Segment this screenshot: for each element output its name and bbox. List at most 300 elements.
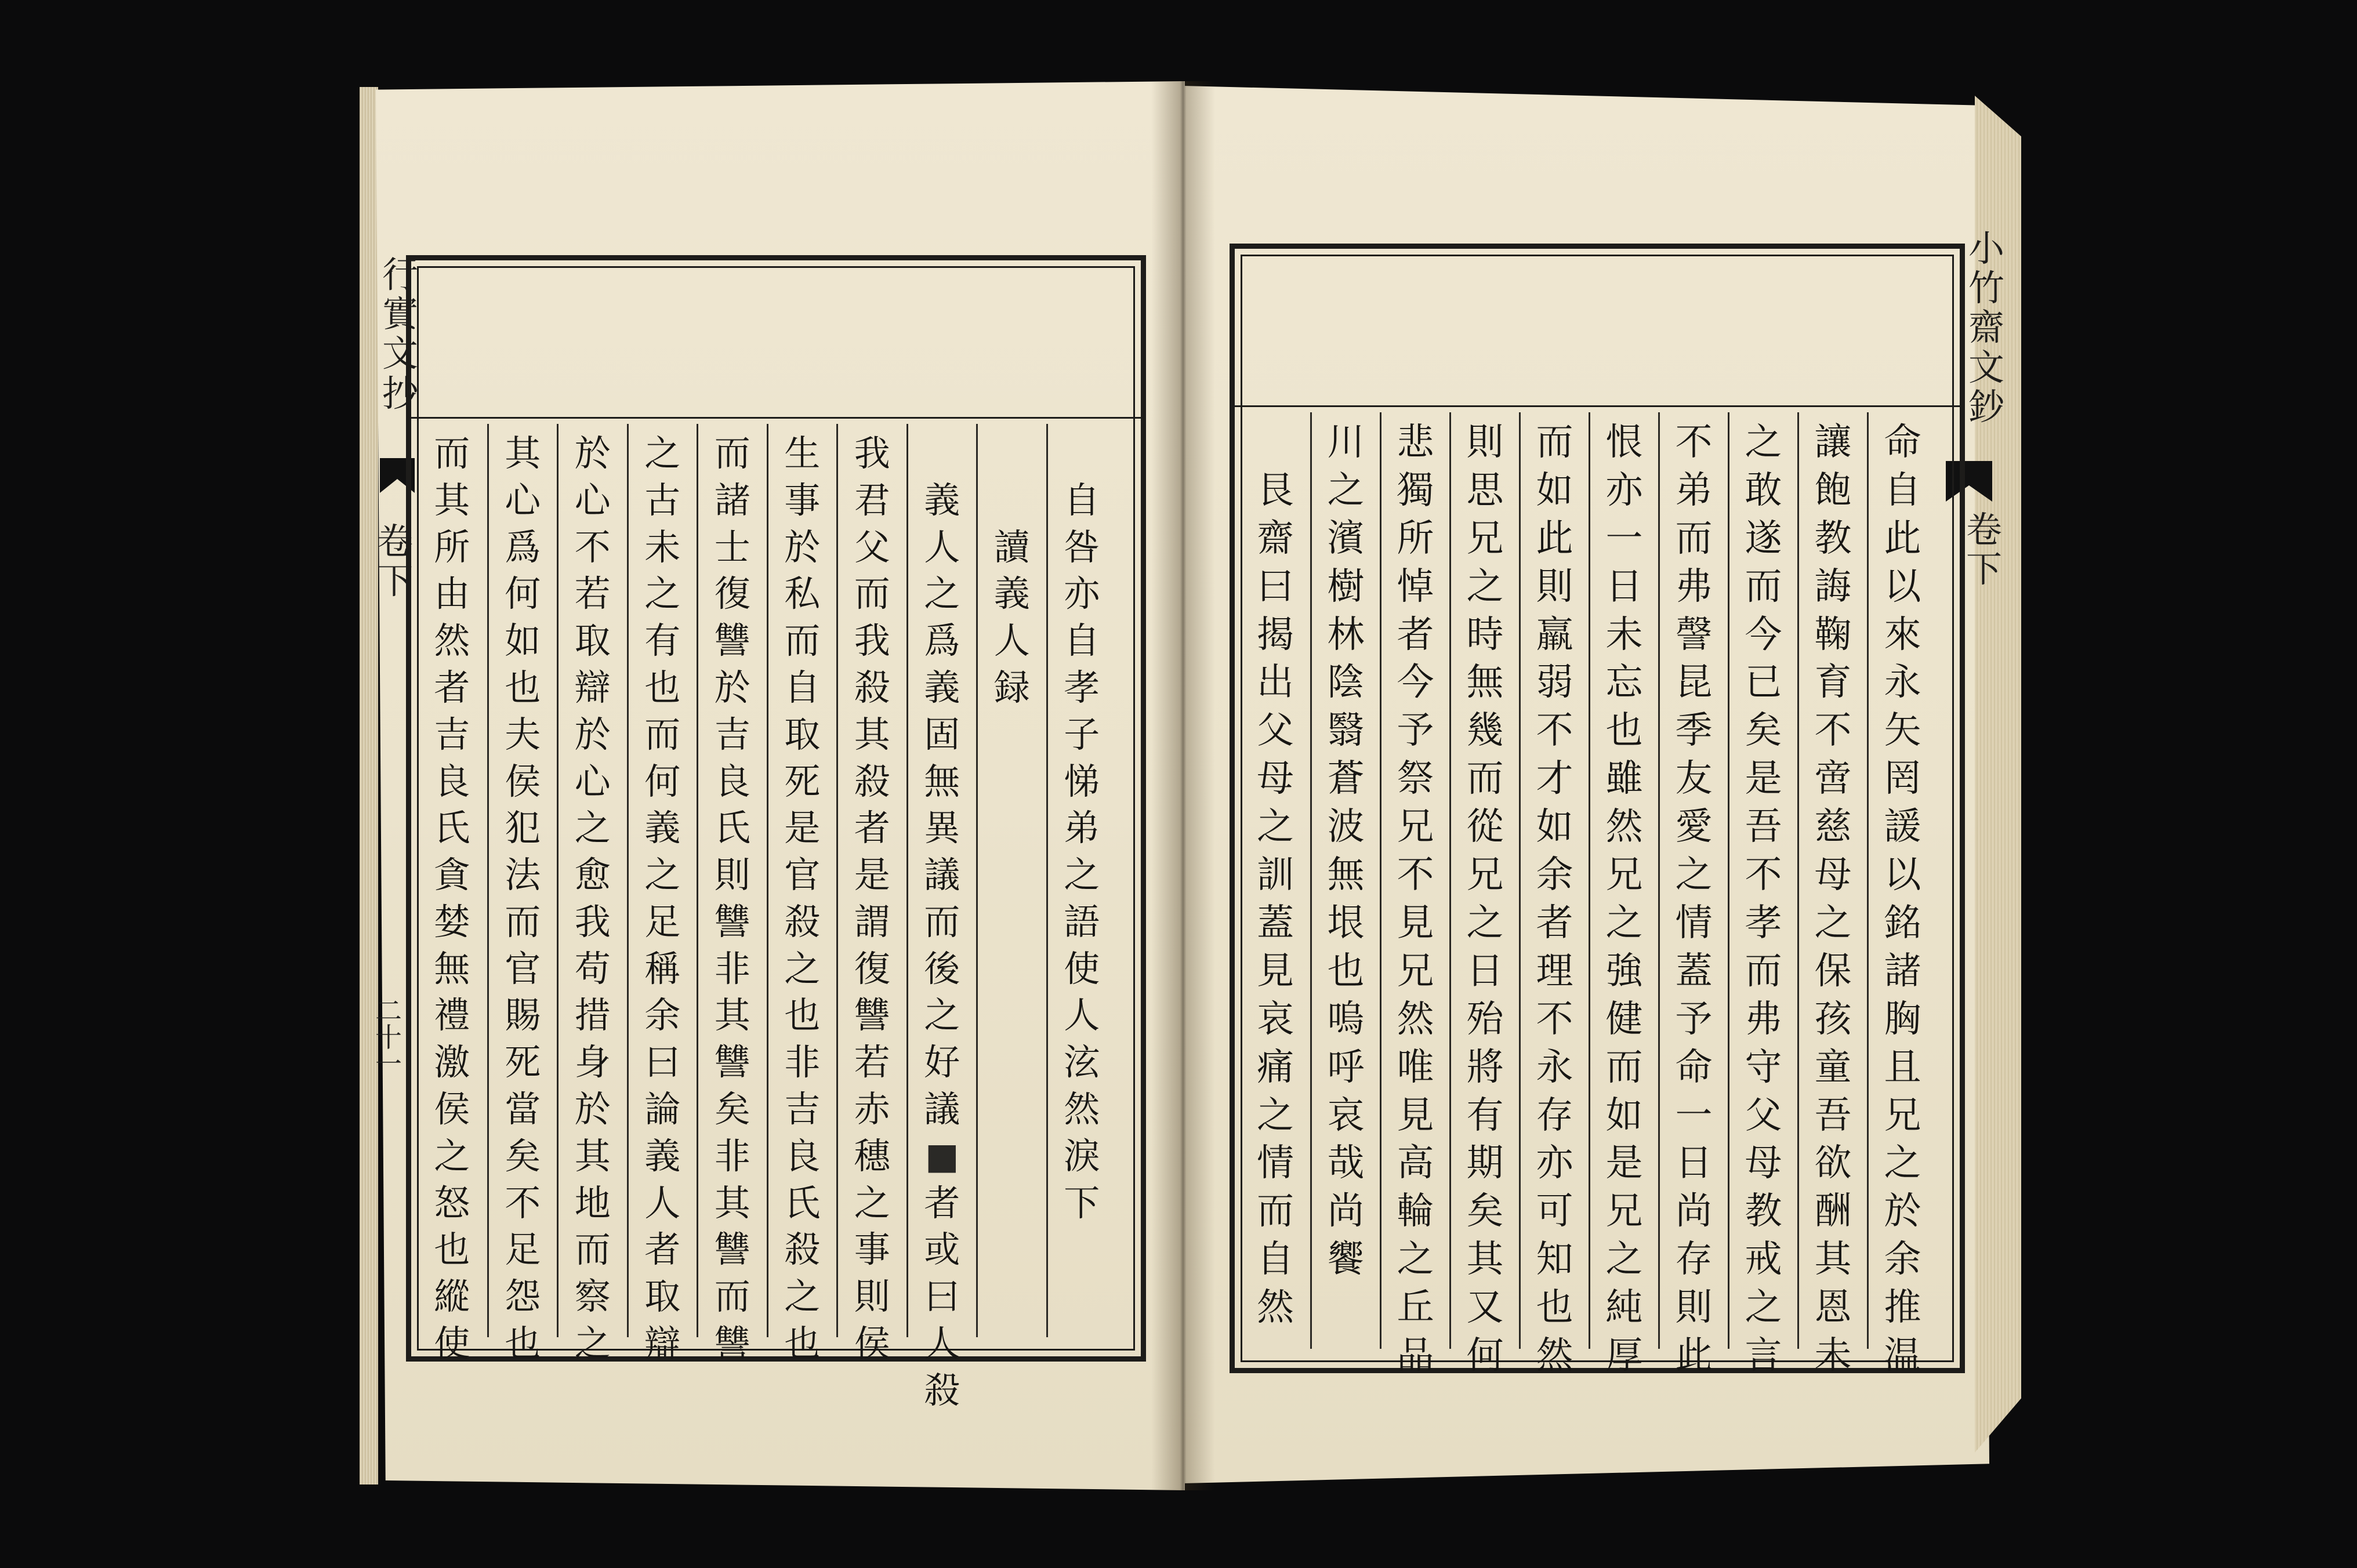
text-character: 尚 bbox=[1327, 1190, 1365, 1233]
text-character: 翳 bbox=[1327, 709, 1365, 753]
text-character: 以 bbox=[1884, 854, 1921, 897]
text-character: 婪 bbox=[434, 900, 470, 943]
text-character: 則 bbox=[1466, 421, 1504, 464]
text-character: 未 bbox=[644, 525, 681, 568]
text-character: 獨 bbox=[1397, 469, 1434, 512]
text-character: 永 bbox=[1536, 1046, 1573, 1089]
text-character: 矢 bbox=[1884, 709, 1921, 753]
text-column bbox=[1449, 412, 1519, 1377]
text-character: 兄 bbox=[1605, 1190, 1643, 1233]
text-character: 羸 bbox=[1536, 613, 1573, 656]
text-character: 異 bbox=[924, 807, 960, 850]
text-character: 録 bbox=[993, 666, 1030, 709]
text-character: 輪 bbox=[1397, 1190, 1434, 1233]
margin-character: 齋 bbox=[1968, 306, 2004, 349]
text-character: 而 bbox=[1466, 757, 1504, 801]
text-character: 日 bbox=[1605, 565, 1643, 608]
text-character: 之 bbox=[924, 994, 960, 1037]
text-character: 自 bbox=[784, 666, 821, 709]
page-number-character: 十 bbox=[375, 1022, 402, 1053]
text-character: 之 bbox=[1605, 1238, 1643, 1282]
text-character: 童 bbox=[1814, 1046, 1852, 1089]
left-header-space bbox=[411, 260, 1141, 419]
text-character: 而 bbox=[1745, 949, 1782, 993]
text-character: 之 bbox=[644, 854, 681, 896]
right-header-space bbox=[1235, 249, 1960, 407]
text-character: 愛 bbox=[1675, 805, 1713, 849]
text-character: 予 bbox=[1675, 997, 1713, 1041]
text-character: 出 bbox=[1257, 661, 1294, 705]
text-character: 不 bbox=[1745, 854, 1782, 897]
text-character: 氏 bbox=[784, 1181, 821, 1224]
text-character: 之 bbox=[1745, 421, 1782, 464]
text-character: 無 bbox=[924, 760, 960, 803]
text-character: 是 bbox=[784, 807, 821, 850]
text-character: 銘 bbox=[1884, 901, 1921, 945]
text-character: 悲 bbox=[1397, 421, 1434, 464]
text-character: 自 bbox=[1064, 619, 1100, 662]
text-character: 下 bbox=[1064, 1181, 1100, 1224]
text-character: 然 bbox=[1064, 1088, 1100, 1131]
text-character: 如 bbox=[505, 619, 541, 662]
text-character: 讐 bbox=[714, 1041, 750, 1084]
text-column bbox=[417, 424, 487, 1364]
text-character: 其 bbox=[854, 713, 890, 756]
text-character: 忘 bbox=[1605, 661, 1643, 705]
text-character: 此 bbox=[1675, 1334, 1713, 1377]
text-character: 可 bbox=[1536, 1190, 1573, 1233]
text-character: 弗 bbox=[1675, 565, 1713, 608]
text-character: 是 bbox=[1605, 1142, 1643, 1185]
text-character: 事 bbox=[784, 478, 821, 521]
text-character: 所 bbox=[434, 525, 470, 568]
text-character: 今 bbox=[1397, 661, 1434, 705]
text-character: 私 bbox=[784, 572, 821, 615]
text-character: 思 bbox=[1466, 469, 1504, 512]
text-character: 而 bbox=[1536, 421, 1573, 464]
text-character: 胸 bbox=[1884, 997, 1921, 1041]
text-character: 不 bbox=[574, 525, 611, 568]
text-character: 飽 bbox=[1814, 469, 1852, 512]
text-character: 犯 bbox=[505, 807, 541, 850]
text-character: 之 bbox=[434, 1134, 470, 1177]
text-character: 非 bbox=[714, 1134, 750, 1177]
text-character: 將 bbox=[1466, 1046, 1504, 1089]
text-character: 敢 bbox=[1745, 469, 1782, 512]
text-character: 推 bbox=[1884, 1286, 1921, 1330]
text-character: 愈 bbox=[574, 854, 611, 896]
text-character: 從 bbox=[1466, 805, 1504, 849]
text-character: 稱 bbox=[644, 947, 681, 990]
text-character: 矣 bbox=[1466, 1190, 1504, 1233]
text-character: 所 bbox=[1397, 517, 1434, 560]
text-character: 而 bbox=[1675, 517, 1713, 560]
text-column bbox=[1658, 412, 1728, 1377]
text-character: 之 bbox=[574, 1322, 611, 1364]
text-character: 義 bbox=[924, 666, 960, 709]
text-character: 貪 bbox=[434, 854, 470, 896]
text-character: 禮 bbox=[434, 994, 470, 1037]
text-character: 若 bbox=[854, 1041, 890, 1084]
text-character: 守 bbox=[1745, 1046, 1782, 1089]
text-character: 吉 bbox=[784, 1088, 821, 1131]
text-character: 保 bbox=[1814, 949, 1852, 993]
text-character: 復 bbox=[854, 947, 890, 990]
text-character: 之 bbox=[784, 947, 821, 990]
text-column bbox=[1380, 412, 1449, 1377]
text-character: 川 bbox=[1327, 421, 1365, 464]
text-character: 無 bbox=[1327, 854, 1365, 897]
text-character: 讐 bbox=[714, 619, 750, 662]
text-character: 濱 bbox=[1327, 517, 1365, 560]
text-character: 良 bbox=[714, 760, 750, 803]
text-character: 者 bbox=[854, 807, 890, 850]
text-character: 孝 bbox=[1745, 901, 1782, 945]
left-text-columns bbox=[417, 424, 1116, 1411]
right-margin-title bbox=[1963, 229, 2010, 427]
text-character: 未 bbox=[1814, 1334, 1852, 1377]
text-character: 弗 bbox=[1745, 997, 1782, 1041]
text-character: 殺 bbox=[854, 760, 890, 803]
text-character: 遂 bbox=[1745, 517, 1782, 560]
text-character: 則 bbox=[714, 854, 750, 896]
left-text-frame bbox=[406, 255, 1146, 1411]
text-character: 垠 bbox=[1327, 901, 1365, 945]
text-character: 我 bbox=[854, 432, 890, 474]
text-character: 兄 bbox=[1397, 949, 1434, 993]
text-character: 死 bbox=[505, 1041, 541, 1084]
text-character: 強 bbox=[1605, 949, 1643, 993]
text-character: 者 bbox=[1397, 613, 1434, 656]
text-character: 讐 bbox=[714, 900, 750, 943]
text-character: 讐 bbox=[714, 1228, 750, 1271]
text-character: 而 bbox=[1257, 1190, 1294, 1233]
text-character: 取 bbox=[644, 1275, 681, 1318]
text-character: 哉 bbox=[1327, 1142, 1365, 1185]
right-text-frame bbox=[1230, 244, 1965, 1377]
text-character: 諼 bbox=[1884, 805, 1921, 849]
text-column bbox=[1046, 424, 1116, 1337]
text-character: 然 bbox=[1257, 1286, 1294, 1330]
text-character: 也 bbox=[1536, 1286, 1573, 1330]
text-character: 而 bbox=[1745, 565, 1782, 608]
text-character: ■ bbox=[924, 1134, 959, 1177]
text-character: 之 bbox=[644, 572, 681, 615]
text-character: 此 bbox=[1884, 517, 1921, 560]
text-character: 而 bbox=[714, 432, 750, 474]
text-character: 殺 bbox=[854, 666, 890, 709]
text-character: 命 bbox=[1884, 421, 1921, 464]
text-character: 樹 bbox=[1327, 565, 1365, 608]
text-character: 泫 bbox=[1064, 1041, 1100, 1084]
text-character: 於 bbox=[574, 432, 611, 474]
text-character: 兄 bbox=[1884, 1094, 1921, 1137]
text-character: 蒼 bbox=[1327, 757, 1365, 801]
text-column bbox=[976, 424, 1046, 1337]
text-character: 欲 bbox=[1814, 1142, 1852, 1185]
text-character: 父 bbox=[1745, 1094, 1782, 1137]
text-character: 賜 bbox=[505, 994, 541, 1037]
text-character: 期 bbox=[1466, 1142, 1504, 1185]
text-character: 存 bbox=[1675, 1238, 1713, 1282]
text-character: 余 bbox=[1536, 854, 1573, 897]
text-column bbox=[1310, 412, 1380, 1349]
text-character: 鞠 bbox=[1814, 613, 1852, 656]
text-character: 之 bbox=[644, 432, 681, 474]
text-character: 孩 bbox=[1814, 997, 1852, 1041]
text-character: 爲 bbox=[505, 525, 541, 568]
text-character: 之 bbox=[1675, 854, 1713, 897]
text-character: 弟 bbox=[1064, 807, 1100, 850]
text-character: 其 bbox=[1814, 1238, 1852, 1282]
text-character: 無 bbox=[434, 947, 470, 990]
right-volume-text: 卷下 bbox=[1966, 509, 2003, 591]
text-character: 侯 bbox=[854, 1322, 890, 1364]
text-character: 議 bbox=[924, 854, 960, 896]
text-character: 之 bbox=[854, 1181, 890, 1224]
text-character: 法 bbox=[505, 854, 541, 896]
text-character: 義 bbox=[644, 1134, 681, 1177]
text-character: 然 bbox=[434, 619, 470, 662]
text-character: 命 bbox=[1675, 1046, 1713, 1089]
text-character: 侯 bbox=[434, 1088, 470, 1131]
text-character: 苟 bbox=[574, 947, 611, 990]
text-character: 吉 bbox=[434, 713, 470, 756]
text-character: 如 bbox=[1536, 805, 1573, 849]
text-character: 心 bbox=[574, 478, 611, 521]
text-character: 戒 bbox=[1745, 1238, 1782, 1282]
text-character: 嗚 bbox=[1327, 997, 1365, 1041]
text-character: 曰 bbox=[1257, 565, 1294, 608]
text-character: 諸 bbox=[714, 478, 750, 521]
text-character: 而 bbox=[1605, 1046, 1643, 1089]
text-character: 於 bbox=[1884, 1190, 1921, 1233]
text-character: 厚 bbox=[1605, 1334, 1643, 1377]
text-character: 非 bbox=[784, 1041, 821, 1084]
text-character: 於 bbox=[784, 525, 821, 568]
text-character: 之 bbox=[1466, 901, 1504, 945]
text-character: 之 bbox=[574, 807, 611, 850]
text-character: 日 bbox=[1675, 1142, 1713, 1185]
text-character: 其 bbox=[714, 1181, 750, 1224]
text-character: 讐 bbox=[714, 1322, 750, 1364]
text-character: 於 bbox=[714, 666, 750, 709]
text-character: 健 bbox=[1605, 997, 1643, 1041]
text-character: 言 bbox=[1745, 1334, 1782, 1377]
text-character: 殺 bbox=[924, 1369, 960, 1411]
text-character: 無 bbox=[1466, 661, 1504, 705]
text-character: 唯 bbox=[1397, 1046, 1434, 1089]
text-character: 殺 bbox=[784, 900, 821, 943]
text-character: 地 bbox=[574, 1181, 611, 1224]
text-character: 咎 bbox=[1064, 525, 1100, 568]
text-character: 者 bbox=[1536, 901, 1573, 945]
text-character: 殆 bbox=[1466, 997, 1504, 1041]
text-character: 夫 bbox=[505, 713, 541, 756]
text-character: 則 bbox=[854, 1275, 890, 1318]
text-character: 之 bbox=[1064, 854, 1100, 896]
text-character: 氏 bbox=[714, 807, 750, 850]
text-character: 辯 bbox=[644, 1322, 681, 1364]
text-character: 語 bbox=[1064, 900, 1100, 943]
text-character: 陰 bbox=[1327, 661, 1365, 705]
text-character: 其 bbox=[1466, 1238, 1504, 1282]
text-character: 淚 bbox=[1064, 1134, 1100, 1177]
text-character: 於 bbox=[574, 713, 611, 756]
text-character: 也 bbox=[1605, 709, 1643, 753]
text-character: 取 bbox=[784, 713, 821, 756]
right-text-columns bbox=[1241, 412, 1937, 1377]
text-character: 官 bbox=[784, 854, 821, 896]
text-character: 讓 bbox=[1814, 421, 1852, 464]
text-character: 自 bbox=[1064, 478, 1100, 521]
text-character: 之 bbox=[1745, 1286, 1782, 1330]
text-character: 一 bbox=[1675, 1094, 1713, 1137]
text-character: 讐 bbox=[854, 994, 890, 1037]
text-character: 母 bbox=[1814, 854, 1852, 897]
text-character: 余 bbox=[1884, 1238, 1921, 1282]
margin-character: 小 bbox=[1968, 227, 2004, 270]
left-page-edges bbox=[360, 87, 378, 1484]
text-character: 之 bbox=[1257, 805, 1294, 849]
text-character: 何 bbox=[644, 760, 681, 803]
text-character: 人 bbox=[644, 1181, 681, 1224]
text-character: 兄 bbox=[1605, 854, 1643, 897]
text-character: 余 bbox=[644, 994, 681, 1037]
text-character: 恨 bbox=[1605, 421, 1643, 464]
text-character: 穗 bbox=[854, 1134, 890, 1177]
text-character: 不 bbox=[1397, 854, 1434, 897]
text-character: 亦 bbox=[1064, 572, 1100, 615]
text-character: 矣 bbox=[1745, 709, 1782, 753]
left-volume-text: 卷下 bbox=[377, 520, 414, 602]
text-character: 固 bbox=[924, 713, 960, 756]
text-character: 氏 bbox=[434, 807, 470, 850]
text-character: 其 bbox=[574, 1134, 611, 1177]
text-character: 事 bbox=[854, 1228, 890, 1271]
text-character: 則 bbox=[1675, 1286, 1713, 1330]
text-character: 之 bbox=[1327, 469, 1365, 512]
text-character: 也 bbox=[784, 994, 821, 1037]
margin-character: 竹 bbox=[1968, 267, 2004, 310]
text-character: 波 bbox=[1327, 805, 1365, 849]
text-character: 呼 bbox=[1327, 1046, 1365, 1089]
text-character: 哀 bbox=[1327, 1094, 1365, 1137]
text-character: 子 bbox=[1064, 713, 1100, 756]
right-volume-label bbox=[1966, 510, 2007, 589]
text-character: 之 bbox=[1884, 1142, 1921, 1185]
text-character: 高 bbox=[1397, 1142, 1434, 1185]
text-character: 見 bbox=[1257, 949, 1294, 993]
text-character: 來 bbox=[1884, 613, 1921, 656]
text-character: 議 bbox=[924, 1088, 960, 1131]
text-character: 吾 bbox=[1745, 805, 1782, 849]
text-character: 措 bbox=[574, 994, 611, 1037]
margin-character: 文 bbox=[1968, 346, 2004, 389]
text-character: 而 bbox=[854, 572, 890, 615]
text-character: 父 bbox=[1257, 709, 1294, 753]
text-character: 饗 bbox=[1327, 1238, 1365, 1282]
text-character: 日 bbox=[1466, 949, 1504, 993]
text-character: 不 bbox=[505, 1181, 541, 1224]
text-character: 父 bbox=[854, 525, 890, 568]
text-character: 亦 bbox=[1605, 469, 1643, 512]
text-character: 亦 bbox=[1536, 1142, 1573, 1185]
text-character: 縱 bbox=[434, 1275, 470, 1318]
text-character: 人 bbox=[924, 525, 960, 568]
text-character: 情 bbox=[1675, 901, 1713, 945]
text-character: 使 bbox=[1064, 947, 1100, 990]
text-character: 古 bbox=[644, 478, 681, 521]
left-page-number bbox=[371, 995, 406, 1080]
text-character: 非 bbox=[714, 947, 750, 990]
text-character: 於 bbox=[574, 1088, 611, 1131]
text-character: 辯 bbox=[574, 666, 611, 709]
text-character: 殺 bbox=[784, 1228, 821, 1271]
text-character: 其 bbox=[714, 994, 750, 1037]
text-character: 之 bbox=[1397, 1238, 1434, 1282]
text-character: 義 bbox=[644, 807, 681, 850]
text-character: 育 bbox=[1814, 661, 1852, 705]
text-character: 蓋 bbox=[1257, 901, 1294, 945]
text-character: 弱 bbox=[1536, 661, 1573, 705]
text-character: 誨 bbox=[1814, 565, 1852, 608]
text-character: 雖 bbox=[1605, 757, 1643, 801]
text-character: 人 bbox=[993, 619, 1030, 662]
text-column bbox=[1797, 412, 1867, 1377]
text-character: 教 bbox=[1745, 1190, 1782, 1233]
text-column bbox=[627, 424, 697, 1364]
text-character: 不 bbox=[1536, 709, 1573, 753]
text-character: 尚 bbox=[1675, 1190, 1713, 1233]
text-character: 謂 bbox=[854, 900, 890, 943]
text-character: 之 bbox=[1605, 901, 1643, 945]
text-character: 自 bbox=[1884, 469, 1921, 512]
text-character: 昆 bbox=[1675, 661, 1713, 705]
text-character: 純 bbox=[1605, 1286, 1643, 1330]
text-character: 有 bbox=[1466, 1094, 1504, 1137]
text-character: 由 bbox=[434, 572, 470, 615]
text-character: 丘 bbox=[1397, 1286, 1434, 1330]
text-character: 者 bbox=[644, 1228, 681, 1271]
text-character: 予 bbox=[1397, 709, 1434, 753]
text-character: 不 bbox=[1814, 709, 1852, 753]
text-character: 孝 bbox=[1064, 666, 1100, 709]
text-character: 後 bbox=[924, 947, 960, 990]
text-character: 之 bbox=[1257, 1094, 1294, 1137]
text-character: 兄 bbox=[1466, 517, 1504, 560]
text-character: 生 bbox=[784, 432, 821, 474]
text-character: 蓋 bbox=[1675, 949, 1713, 993]
text-character: 自 bbox=[1257, 1238, 1294, 1282]
text-character: 人 bbox=[924, 1322, 960, 1364]
text-character: 怒 bbox=[434, 1181, 470, 1224]
text-character: 義 bbox=[993, 572, 1030, 615]
text-character: 此 bbox=[1536, 517, 1573, 560]
text-character: 慈 bbox=[1814, 805, 1852, 849]
text-character: 良 bbox=[784, 1134, 821, 1177]
text-character: 有 bbox=[644, 619, 681, 662]
text-character: 則 bbox=[1536, 565, 1573, 608]
text-character: 激 bbox=[434, 1041, 470, 1084]
page-number-character: 一 bbox=[375, 1048, 402, 1080]
text-character: 而 bbox=[574, 1228, 611, 1271]
text-column bbox=[1728, 412, 1797, 1377]
text-character: 母 bbox=[1257, 757, 1294, 801]
text-character: 復 bbox=[714, 572, 750, 615]
text-column bbox=[487, 424, 557, 1364]
margin-character: 鈔 bbox=[1968, 385, 2004, 428]
